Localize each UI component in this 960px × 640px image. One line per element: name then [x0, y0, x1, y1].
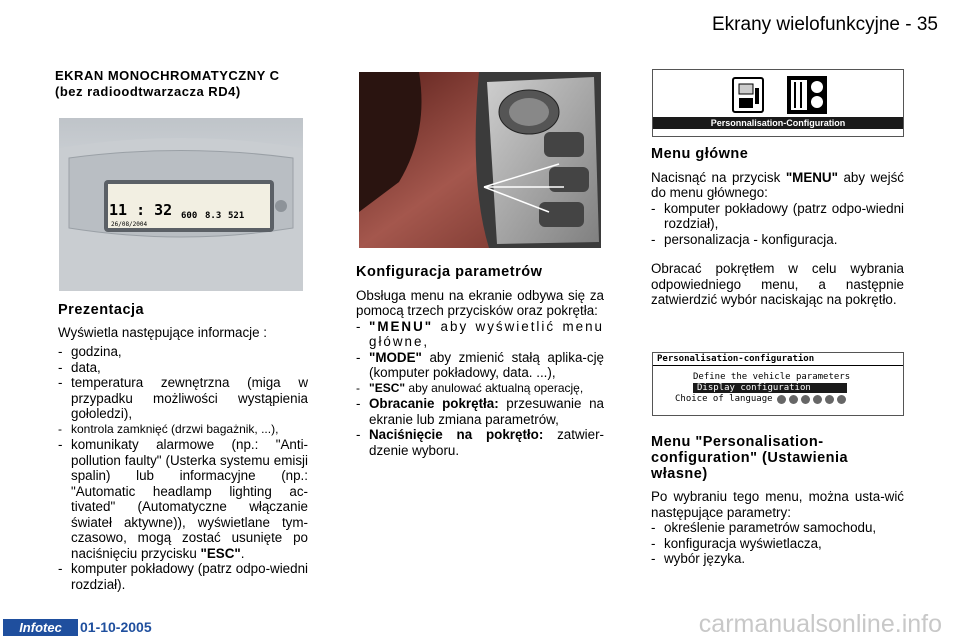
infotec-logo: Infotec	[3, 619, 78, 636]
konfiguracja-intro: Obsługa menu na ekranie odbywa się za pomocą trzech przycisków oraz pokrętła:	[356, 287, 604, 318]
display-photo-svg	[59, 118, 303, 291]
item-bold: "MENU"	[369, 318, 434, 334]
esc-label: "ESC"	[200, 545, 241, 561]
menu-screen	[652, 69, 904, 137]
section-title-line2: (bez radioodtwarzacza RD4)	[55, 83, 241, 99]
menu-personal-heading: Menu "Personalisation-configuration" (Ustawienia własne)	[651, 434, 849, 482]
screen-line-3: Choice of language	[675, 394, 773, 404]
prezentacja-intro: Wyświetla następujące informacje :	[58, 324, 268, 340]
list-item: - godzina,	[58, 344, 308, 360]
menu-personal-list	[651, 520, 904, 567]
item-text: przesuwanie na ekranie lub zmiana parametrów,	[369, 396, 604, 427]
list-item-text: komunikaty alarmowe (np.: "Anti-pollution faulty" (Usterka systemu emisji spalin) lub informacyjne (np.: "Automatic headlamp lighting ac-tivated" (Automatyczne włączanie świateł aktywne)), wyświetlane tym-czasowo, mogą zostać usunięte po naciśnięciu przycisku	[71, 437, 308, 561]
menu-personal-intro: Po wybraniu tego menu, można usta-wić następujące parametry:	[651, 489, 904, 520]
display-value-2: 8.3	[205, 211, 222, 221]
personalisation-screen	[652, 352, 904, 416]
item-text: aby wyświetlić menu główne,	[369, 318, 604, 349]
flag-icon	[789, 395, 798, 404]
prezentacja-section	[58, 303, 308, 592]
intro-text: Nacisnąć na przycisk	[651, 169, 781, 185]
flag-icon	[813, 395, 822, 404]
list-item: - kontrola zamknięć (drzwi bagażnik, ...),	[58, 422, 308, 438]
console-photo	[359, 72, 601, 248]
list-item: - komputer pokładowy (patrz odpo-wiedni rozdział).	[58, 561, 308, 592]
display-value-3: 521	[228, 211, 245, 221]
footer-date: 01-10-2005	[80, 619, 152, 635]
column-left	[55, 68, 310, 99]
list-item	[356, 381, 604, 397]
item-bold: Naciśnięcie na pokrętło:	[369, 427, 544, 442]
screen-title: Personalisation-configuration	[653, 353, 903, 366]
screen-line-3-row	[653, 393, 903, 404]
flag-icon	[777, 395, 786, 404]
screen-line-1: Define the vehicle parameters	[693, 372, 851, 382]
item-text: zatwier-dzenie wyboru.	[369, 427, 604, 458]
menu-glowne-list	[651, 201, 904, 248]
list-item	[58, 437, 308, 561]
watermark: carmanualsonline.info	[698, 610, 942, 638]
display-date: 26/08/2004	[111, 221, 148, 228]
menu-label: "MENU"	[785, 169, 838, 185]
section-title-line1: EKRAN MONOCHROMATYCZNY C	[55, 68, 280, 83]
esc-suffix: .	[240, 545, 245, 561]
menu-screen-bar: Personnalisation-Configuration	[653, 117, 903, 129]
flag-icon	[837, 395, 846, 404]
konfiguracja-list	[356, 319, 604, 459]
item-text: aby anulować aktualną operację,	[405, 380, 584, 395]
list-item: - konfiguracja wyświetlacza,	[651, 536, 904, 552]
list-item	[356, 427, 604, 458]
item-bold: Obracanie pokrętła:	[369, 396, 499, 411]
flag-icon	[801, 395, 810, 404]
list-item: - temperatura zewnętrzna (miga w przypadku możliwości wystąpienia gołoledzi),	[58, 375, 308, 422]
item-bold: "MODE"	[369, 349, 422, 365]
flag-icons	[777, 395, 846, 404]
display-value-1: 600	[181, 211, 198, 221]
menu-glowne-para: Obracać pokrętłem w celu wybrania odpowiedniego menu, a następnie zatwierdzić wybór naciskając na pokrętło.	[651, 261, 904, 307]
list-item	[356, 396, 604, 427]
konfiguracja-section	[356, 265, 604, 458]
konfiguracja-heading: Konfiguracja parametrów	[356, 264, 543, 280]
menu-personal-section	[651, 434, 904, 567]
list-item: - określenie parametrów samochodu,	[651, 520, 904, 536]
list-item	[356, 350, 604, 381]
menu-glowne-intro	[651, 170, 904, 201]
list-item: - personalizacja - konfiguracja.	[651, 232, 904, 248]
intro-text-2: aby wejść do menu głównego:	[651, 169, 904, 200]
section-title	[55, 68, 310, 99]
list-item: - wybór języka.	[651, 551, 904, 567]
item-bold: "ESC"	[369, 380, 406, 395]
menu-glowne-heading: Menu główne	[651, 146, 749, 162]
list-item: - komputer pokładowy (patrz odpo-wiedni rozdział),	[651, 201, 904, 232]
list-item	[356, 319, 604, 350]
console-photo-svg	[359, 72, 601, 248]
display-clock: 11 : 32	[109, 201, 173, 219]
list-item: - data,	[58, 360, 308, 376]
screen-line-2: Display configuration	[693, 383, 847, 393]
item-text: aby zmienić stałą aplika-cję (komputer pokładowy, data. ...),	[369, 349, 604, 380]
flag-icon	[825, 395, 834, 404]
prezentacja-heading: Prezentacja	[58, 302, 145, 318]
menu-glowne-section	[651, 147, 904, 308]
display-photo	[59, 118, 303, 291]
prezentacja-list	[58, 344, 308, 592]
page-header: Ekrany wielofunkcyjne - 35	[712, 14, 938, 35]
